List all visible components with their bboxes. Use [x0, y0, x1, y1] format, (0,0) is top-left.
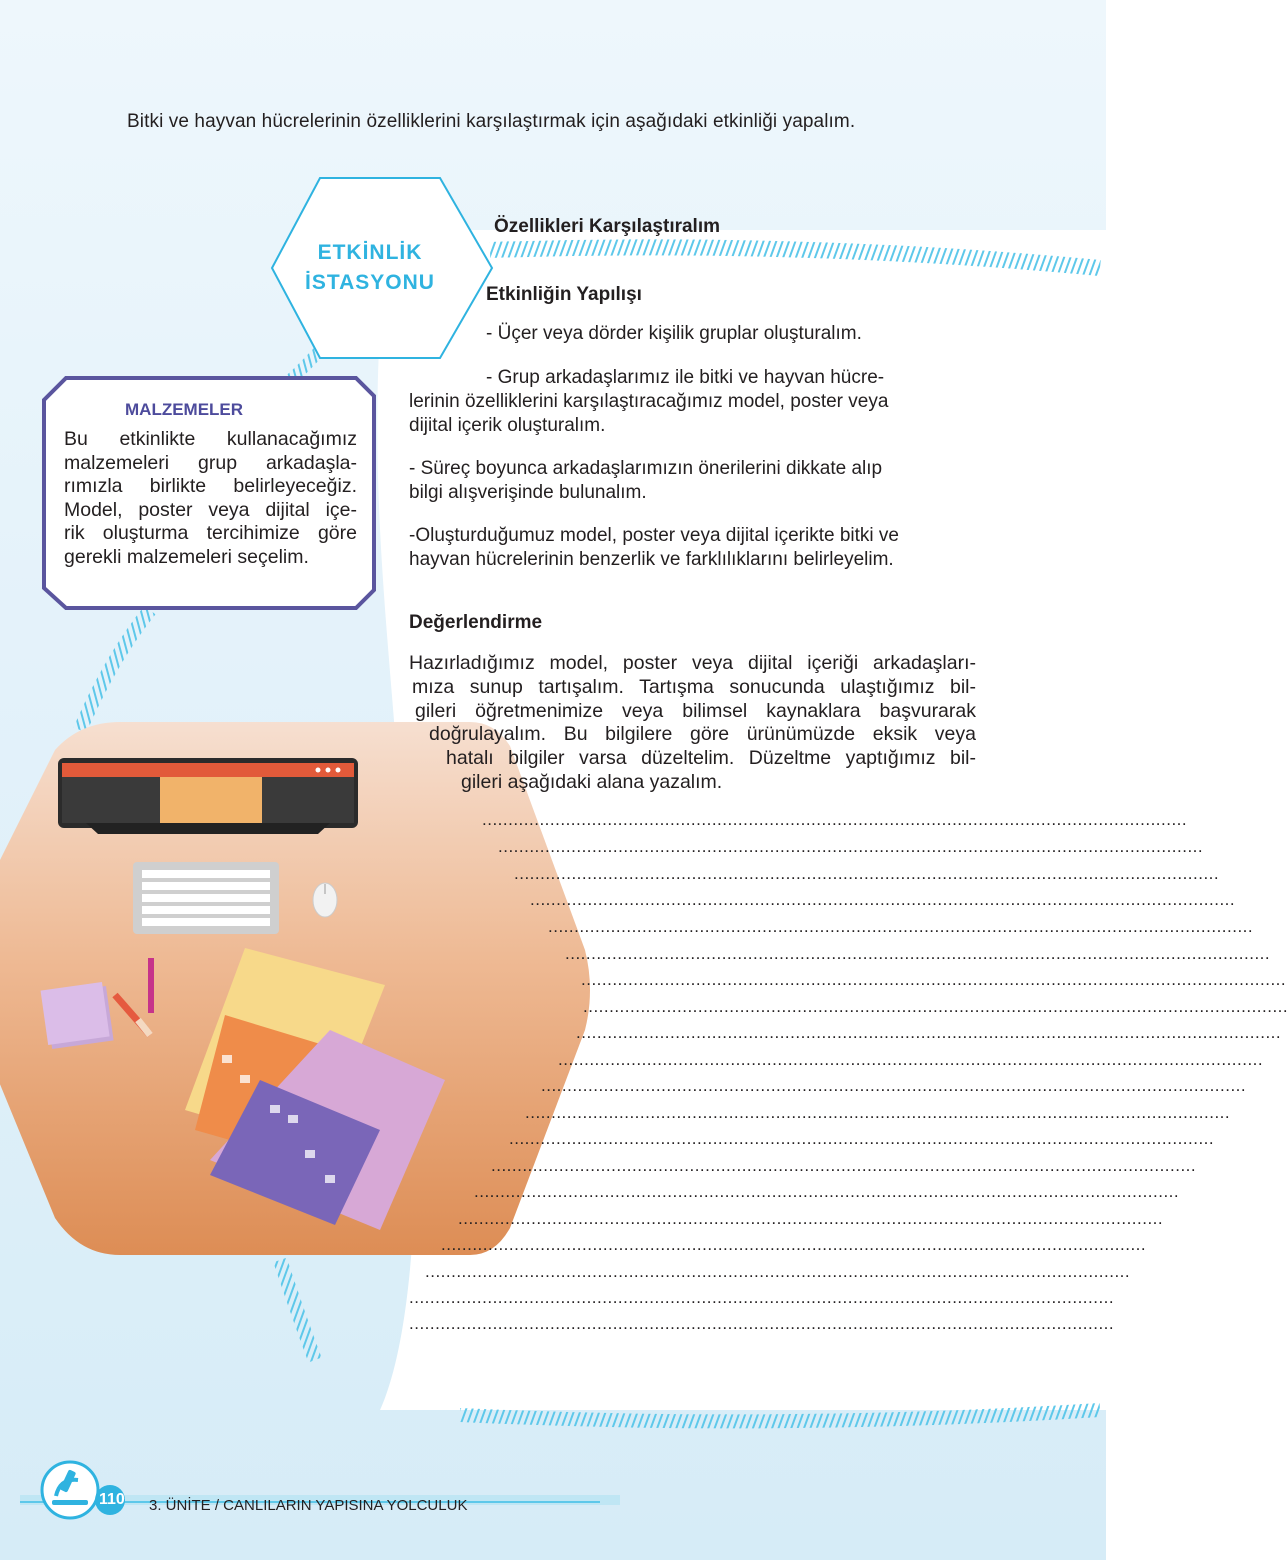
answer-line[interactable]: .......................................................................................................................................: [409, 1288, 1115, 1307]
answer-line[interactable]: .......................................................................................................................................: [458, 1209, 1164, 1228]
answer-line[interactable]: .......................................................................................................................................: [409, 1314, 1115, 1333]
step-3-line: bilgi alışverişinde bulunalım.: [409, 482, 647, 503]
answer-line[interactable]: .......................................................................................................................................: [541, 1076, 1247, 1095]
step-2-line: - Grup arkadaşlarımız ile bitki ve hayvan hücre-: [486, 367, 885, 388]
step-4: [409, 524, 984, 572]
step-3: [409, 457, 974, 505]
answer-line[interactable]: .......................................................................................................................................: [425, 1262, 1131, 1281]
answer-line[interactable]: .......................................................................................................................................: [441, 1235, 1147, 1254]
evaluation-text: [409, 652, 976, 795]
evaluation-line: gileri aşağıdaki alana yazalım.: [461, 770, 723, 793]
step-3-line: - Süreç boyunca arkadaşlarımızın önerilerini dikkate alıp: [409, 458, 883, 479]
answer-line[interactable]: .......................................................................................................................................: [548, 917, 1254, 936]
footer-unit-title: 3. ÜNİTE / CANLILARIN YAPISINA YOLCULUK: [149, 1497, 468, 1514]
materials-line: rik oluşturma tercihimize göre: [64, 522, 357, 544]
materials-line: malzemeleri grup arkadaşla-: [64, 451, 357, 474]
step-2: [409, 366, 974, 438]
evaluation-line: gileri öğretmenimize veya bilimsel kaynaklara başvurarak: [415, 699, 976, 722]
answer-line[interactable]: .......................................................................................................................................: [583, 997, 1288, 1016]
materials-text: [64, 428, 357, 569]
evaluation-line: Hazırladığımız model, poster veya dijital içeriği arkadaşları-: [409, 652, 976, 674]
evaluation-line: doğrulayalım. Bu bilgilere göre ürünümüzde eksik veya: [429, 723, 976, 746]
materials-line: Model, poster veya dijital içe-: [64, 498, 357, 521]
answer-line[interactable]: .......................................................................................................................................: [482, 810, 1188, 829]
answer-line[interactable]: .......................................................................................................................................: [525, 1103, 1231, 1122]
procedure-heading: Etkinliğin Yapılışı: [486, 284, 642, 305]
evaluation-heading: Değerlendirme: [409, 612, 543, 633]
step-2-line: dijital içerik oluşturalım.: [409, 415, 606, 436]
materials-line: rımızla birlikte belirleyeceğiz.: [64, 475, 357, 497]
step-4-line: hayvan hücrelerinin benzerlik ve farklılıklarını belirleyelim.: [409, 549, 894, 570]
materials-line: Bu etkinlikte kullanacağımız: [64, 428, 357, 450]
answer-line[interactable]: .......................................................................................................................................: [576, 1023, 1282, 1042]
answer-line[interactable]: .......................................................................................................................................: [514, 864, 1220, 883]
step-2-line: lerinin özelliklerini karşılaştıracağımız model, poster veya: [409, 391, 889, 412]
materials-line: gerekli malzemeleri seçelim.: [64, 545, 309, 568]
evaluation-line: mıza sunup tartışalım. Tartışma sonucunda ulaştığımız bil-: [412, 675, 976, 698]
step-4-line: -Oluşturduğumuz model, poster veya dijital içerikte bitki ve: [409, 525, 899, 546]
answer-line[interactable]: .......................................................................................................................................: [498, 837, 1204, 856]
activity-title: Özellikleri Karşılaştıralım: [494, 216, 721, 237]
evaluation-line: hatalı bilgiler varsa düzeltelim. Düzeltme yaptığımız bil-: [446, 747, 976, 770]
answer-line[interactable]: .......................................................................................................................................: [581, 970, 1287, 989]
badge-line-1: ETKİNLİK: [317, 241, 423, 264]
intro-text: Bitki ve hayvan hücrelerinin özelliklerini karşılaştırmak için aşağıdaki etkinliği yapalım.: [127, 111, 856, 132]
answer-line[interactable]: .......................................................................................................................................: [530, 890, 1236, 909]
activity-station-badge: [280, 238, 460, 298]
answer-line[interactable]: .......................................................................................................................................: [565, 944, 1271, 963]
answer-line[interactable]: .......................................................................................................................................: [474, 1182, 1180, 1201]
page-number: 110: [99, 1491, 125, 1508]
answer-line[interactable]: .......................................................................................................................................: [509, 1129, 1215, 1148]
materials-title: MALZEMELER: [125, 400, 244, 419]
answer-line[interactable]: .......................................................................................................................................: [491, 1156, 1197, 1175]
step-1: - Üçer veya dörder kişilik gruplar oluşturalım.: [486, 323, 862, 344]
answer-line[interactable]: .......................................................................................................................................: [558, 1050, 1264, 1069]
badge-line-2: İSTASYONU: [305, 271, 435, 294]
